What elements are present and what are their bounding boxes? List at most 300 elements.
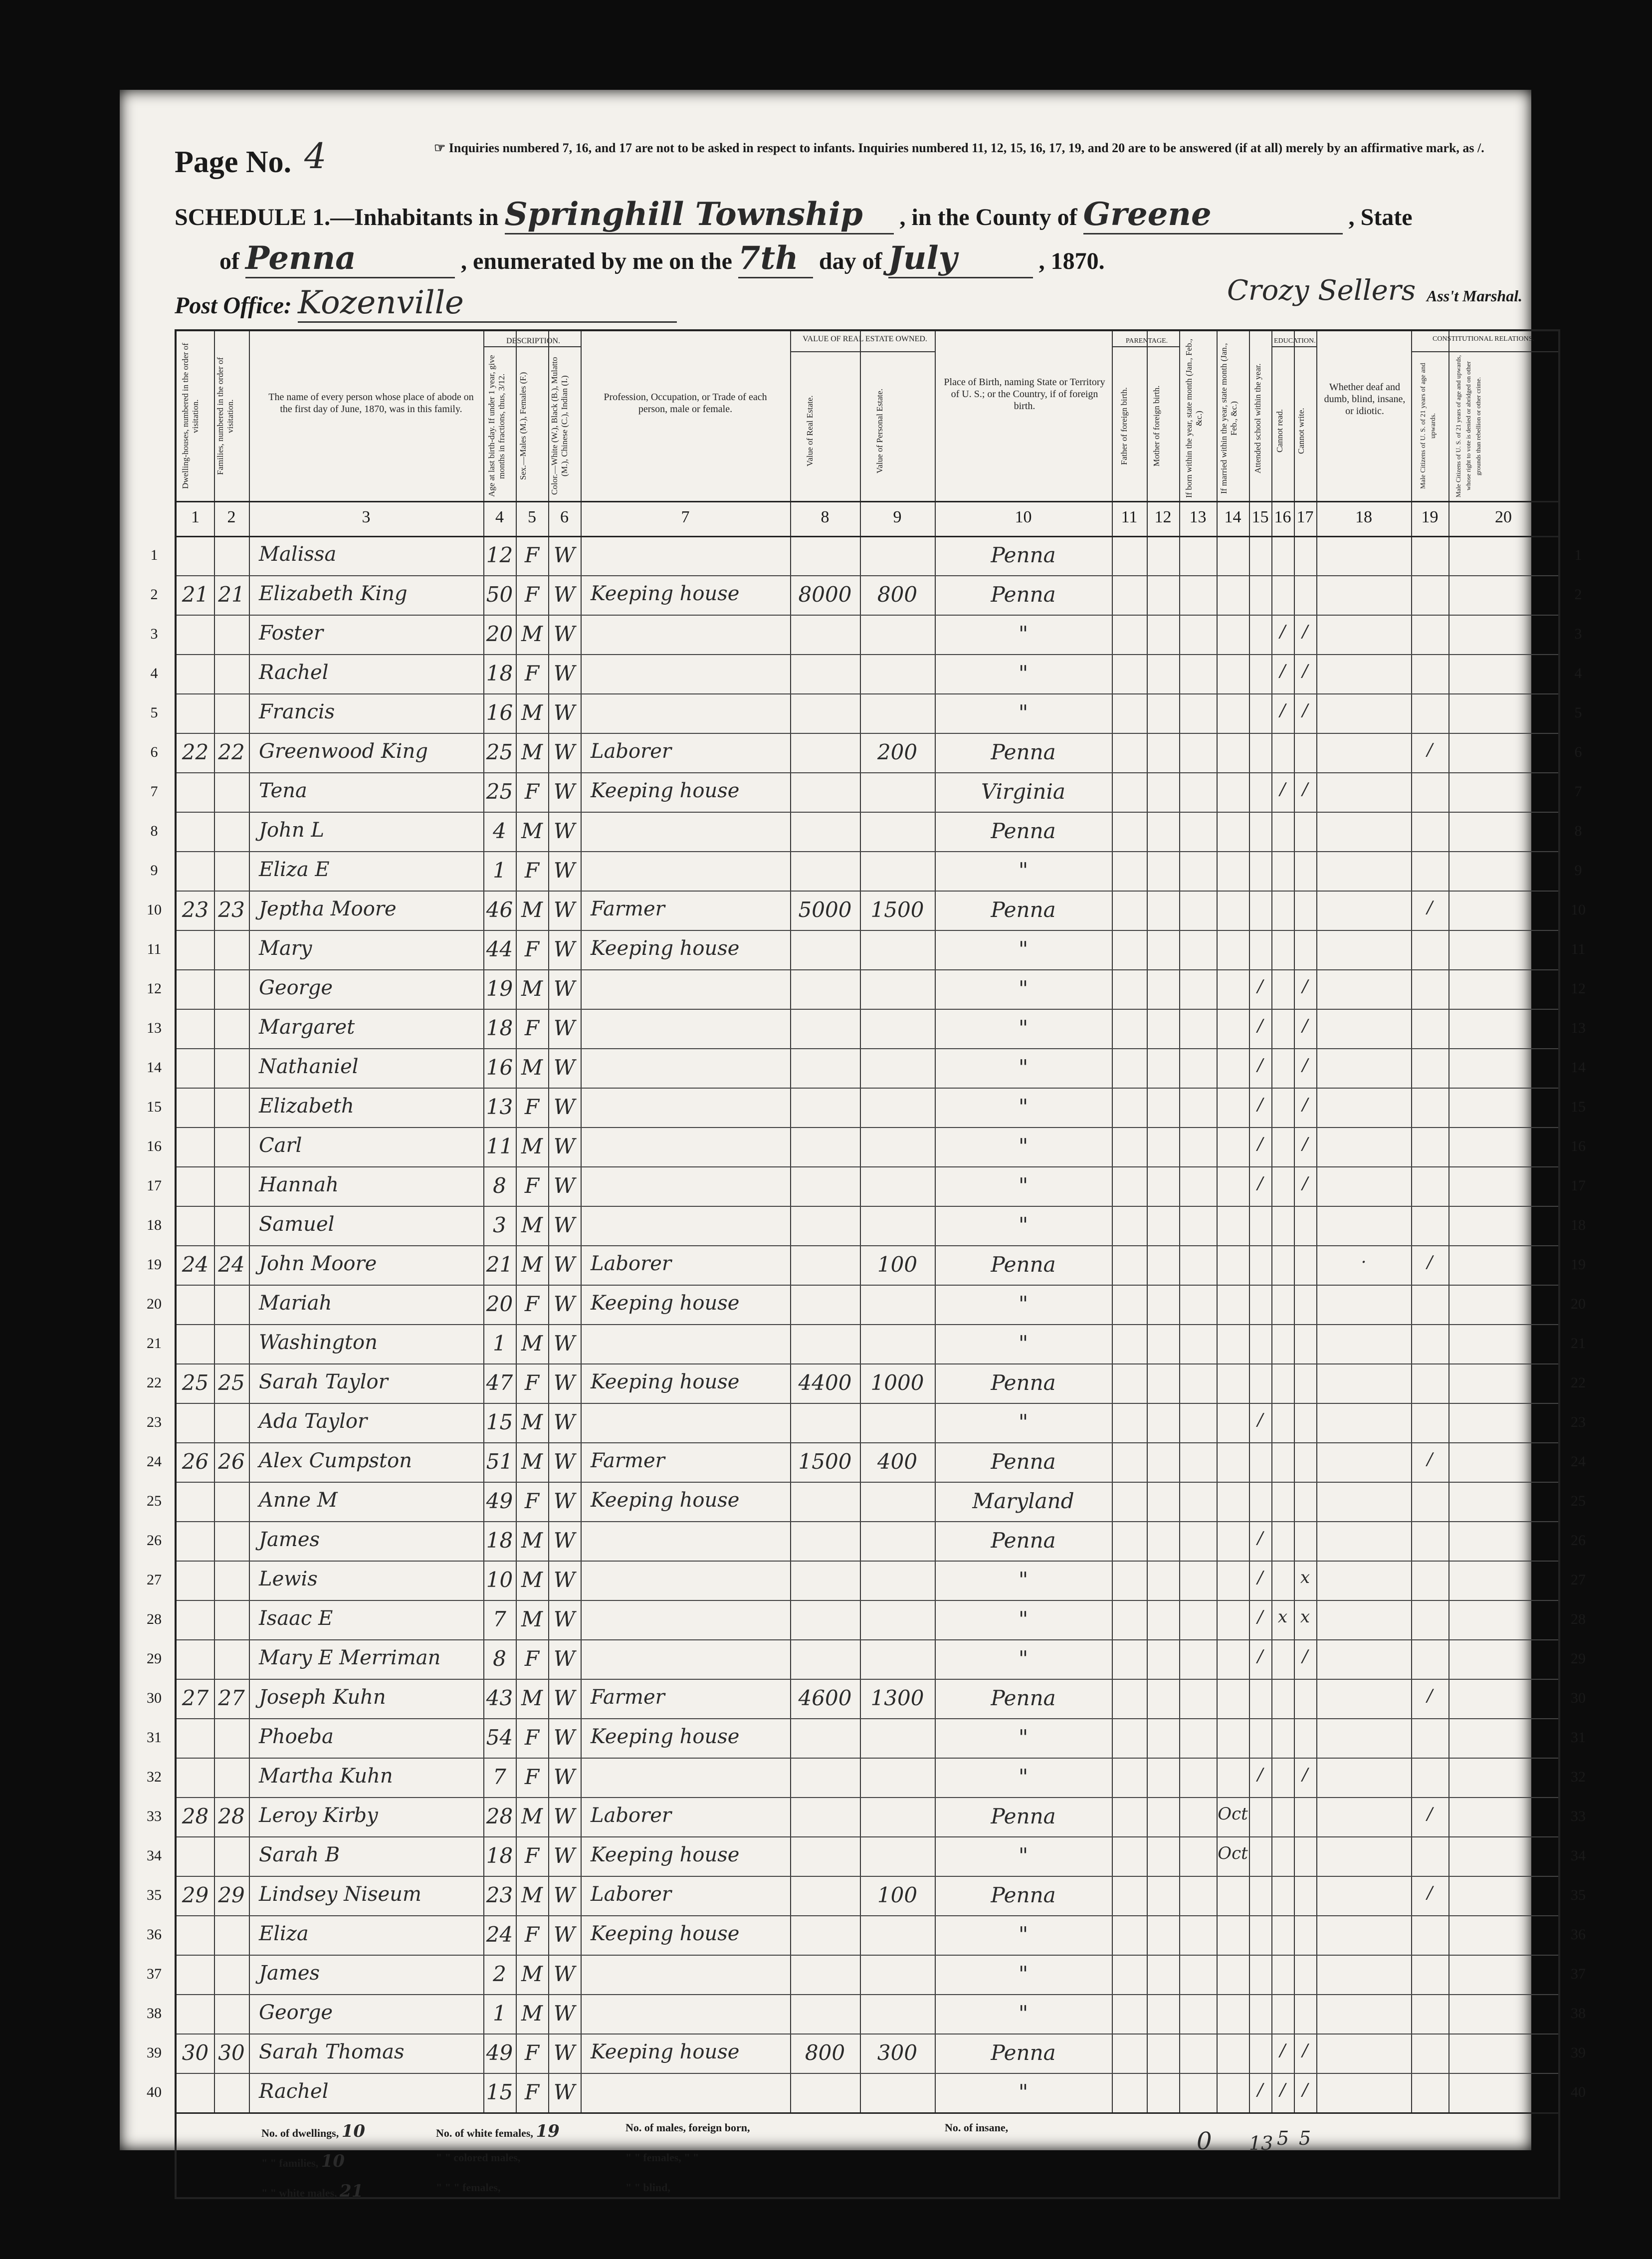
row-number-right: 35 <box>1571 1887 1586 1903</box>
cell-occ: Farmer <box>591 1449 665 1472</box>
cell-name: Martha Kuhn <box>259 1765 393 1788</box>
group-rule <box>1271 346 1316 347</box>
cell-c18: · <box>1361 1252 1367 1272</box>
footer-families <box>261 2151 345 2171</box>
cell-occ: Keeping house <box>591 1843 740 1866</box>
cell-color: W <box>553 740 576 764</box>
footer-colored-males-label: " " colored males, <box>436 2151 521 2164</box>
col-header-14: If married within the year, state month (Jan., Feb., &c.) <box>1219 343 1239 494</box>
cell-birth: Penna <box>991 1528 1056 1553</box>
cell-color: W <box>553 1331 576 1355</box>
cell-c15: / <box>1257 1646 1263 1666</box>
row-number-right: 3 <box>1574 626 1582 642</box>
row-number-left: 30 <box>147 1690 162 1706</box>
cell-color: W <box>553 622 576 646</box>
cell-pe: 300 <box>877 2040 918 2065</box>
cell-birth: " <box>1018 1331 1029 1355</box>
cell-color: W <box>553 1095 576 1119</box>
month-value: July <box>888 239 1033 278</box>
row-rule <box>177 1561 1558 1562</box>
cell-c15: / <box>1257 1134 1263 1154</box>
col-header-5: Sex.—Males (M.), Females (F.) <box>518 372 528 480</box>
cell-c16: / <box>1279 2080 1286 2100</box>
cell-age: 19 <box>486 976 513 1001</box>
cell-name: Eliza <box>259 1922 309 1945</box>
cell-age: 25 <box>486 779 513 804</box>
row-rule <box>177 1876 1558 1877</box>
footer-white-males <box>261 2181 363 2201</box>
cell-birth: Maryland <box>972 1489 1074 1513</box>
day-value: 7th <box>738 239 813 278</box>
cell-color: W <box>553 898 576 922</box>
row-number-right: 13 <box>1571 1020 1586 1036</box>
col-header-19: Male Citizens of U. S. of 21 years of age and upwards. <box>1420 363 1437 489</box>
row-rule <box>177 1009 1558 1010</box>
row-number-left: 10 <box>147 902 162 918</box>
row-number-left: 8 <box>150 823 158 839</box>
cell-birth: " <box>1018 1962 1029 1986</box>
page-number-label: Page No. <box>175 145 292 179</box>
marshal-label: Ass't Marshal. <box>1427 287 1523 305</box>
cell-age: 13 <box>486 1095 513 1119</box>
cell-age: 49 <box>486 1489 513 1513</box>
cell-sex: F <box>524 1095 540 1119</box>
cell-age: 20 <box>486 1292 513 1316</box>
cell-color: W <box>553 1725 576 1750</box>
cell-name: Washington <box>259 1331 378 1354</box>
column-number-18: 18 <box>1355 508 1372 526</box>
cell-name: George <box>259 976 333 999</box>
cell-c17: / <box>1302 1095 1308 1115</box>
row-number-left: 40 <box>147 2084 162 2100</box>
row-rule <box>177 1088 1558 1089</box>
footer-dwellings <box>261 2121 365 2141</box>
cell-color: W <box>553 819 576 843</box>
cell-name: Eliza E <box>259 858 330 881</box>
column-rule <box>1271 331 1272 2112</box>
cell-name: Carl <box>259 1134 302 1157</box>
row-number-left: 3 <box>150 626 158 642</box>
cell-occ: Keeping house <box>591 937 740 960</box>
column-rule <box>214 331 215 2112</box>
row-number-right: 8 <box>1574 823 1582 839</box>
cell-c15: / <box>1257 1765 1263 1785</box>
cell-birth: " <box>1018 1292 1029 1316</box>
row-number-right: 26 <box>1571 1532 1586 1549</box>
enumerated-label: , enumerated by me on the <box>460 248 732 274</box>
row-number-left: 4 <box>150 665 158 681</box>
cell-birth: " <box>1018 1410 1029 1434</box>
cell-dw: 29 <box>182 1883 209 1907</box>
cell-sex: M <box>521 1410 543 1434</box>
cell-name: Francis <box>259 700 335 723</box>
cell-c15: / <box>1257 1528 1263 1548</box>
cell-dw: 24 <box>182 1252 209 1277</box>
cell-occ: Keeping house <box>591 1489 740 1512</box>
cell-birth: Penna <box>991 740 1056 764</box>
cell-c16: x <box>1277 1607 1288 1627</box>
census-table <box>147 329 1586 2201</box>
parentage-group-header: PARENTAGE. <box>1125 337 1168 345</box>
cell-occ: Laborer <box>591 1252 672 1275</box>
cell-name: Foster <box>259 622 324 645</box>
footer-white-females <box>436 2121 560 2141</box>
cell-birth: " <box>1018 1016 1029 1040</box>
cell-fam: 23 <box>218 898 245 922</box>
cell-color: W <box>553 1607 576 1631</box>
cell-sex: M <box>521 1962 543 1986</box>
row-number-left: 27 <box>147 1572 162 1588</box>
row-number-left: 32 <box>147 1769 162 1785</box>
cell-age: 8 <box>493 1173 506 1198</box>
cell-name: Greenwood King <box>259 740 428 763</box>
cell-pe: 200 <box>877 740 918 764</box>
column-number-13: 13 <box>1189 508 1207 526</box>
cell-sex: M <box>521 2001 543 2026</box>
row-number-left: 5 <box>150 704 158 721</box>
row-rule <box>177 1758 1558 1759</box>
group-rule <box>790 351 935 352</box>
row-number-right: 30 <box>1571 1690 1586 1706</box>
row-number-right: 23 <box>1571 1414 1586 1430</box>
cell-color: W <box>553 1410 576 1434</box>
cell-name: Lewis <box>259 1568 318 1590</box>
cell-age: 47 <box>486 1370 513 1395</box>
cell-name: Isaac E <box>259 1607 333 1630</box>
value-group-header: VALUE OF REAL ESTATE OWNED. <box>803 335 927 343</box>
row-number-left: 11 <box>147 941 162 957</box>
cell-birth: " <box>1018 1646 1029 1671</box>
cell-sex: F <box>524 1646 540 1671</box>
cell-c15: / <box>1257 1095 1263 1115</box>
row-number-right: 6 <box>1574 744 1582 760</box>
cell-sex: F <box>524 1489 540 1513</box>
cell-birth: " <box>1018 1725 1029 1750</box>
cell-age: 7 <box>493 1765 506 1789</box>
cell-color: W <box>553 1843 576 1868</box>
row-rule <box>177 2112 1558 2114</box>
schedule-line <box>175 196 1413 234</box>
row-number-right: 37 <box>1571 1966 1586 1982</box>
cell-c15: / <box>1257 1016 1263 1036</box>
row-number-left: 1 <box>150 547 158 563</box>
column-rule <box>483 331 484 2112</box>
footer-white-males-label: " " white males, <box>261 2187 337 2199</box>
cell-c17: / <box>1302 1016 1308 1036</box>
cell-name: Elizabeth King <box>259 582 408 605</box>
cell-color: W <box>553 937 576 961</box>
cell-age: 18 <box>486 1528 513 1553</box>
col-header-3: The name of every person whose place of abode on the first day of June, 1870, was in this family. <box>268 392 474 415</box>
day-of-label: day of <box>819 248 882 274</box>
cell-name: Sarah B <box>259 1843 340 1866</box>
cell-sex: F <box>524 779 540 804</box>
cell-sex: M <box>521 1134 543 1158</box>
cell-color: W <box>553 582 576 607</box>
cell-name: Leroy Kirby <box>259 1804 378 1827</box>
cell-sex: F <box>524 858 540 883</box>
state-label: , State <box>1348 204 1413 230</box>
cell-color: W <box>553 1213 576 1237</box>
row-number-right: 9 <box>1574 862 1582 879</box>
row-rule <box>177 1915 1558 1916</box>
row-number-right: 12 <box>1571 980 1586 997</box>
column-rule <box>1217 331 1218 2112</box>
cell-name: Rachel <box>259 661 329 684</box>
cell-sex: M <box>521 1331 543 1355</box>
cell-birth: " <box>1018 1568 1029 1592</box>
column-rule <box>249 331 250 2112</box>
column-number-7: 7 <box>681 508 690 526</box>
cell-sex: F <box>524 2040 540 2065</box>
row-number-right: 24 <box>1571 1453 1586 1470</box>
cell-color: W <box>553 1962 576 1986</box>
row-number-right: 10 <box>1571 902 1586 918</box>
cell-color: W <box>553 1883 576 1907</box>
cell-color: W <box>553 1489 576 1513</box>
row-number-left: 17 <box>147 1177 162 1194</box>
column-rule <box>1249 331 1250 2112</box>
cell-birth: Penna <box>991 1252 1056 1277</box>
cell-birth: " <box>1018 1213 1029 1237</box>
cell-birth: Penna <box>991 1370 1056 1395</box>
cell-sex: M <box>521 1686 543 1710</box>
cell-occ: Keeping house <box>591 582 740 605</box>
column-number-1: 1 <box>191 508 200 526</box>
column-number-19: 19 <box>1421 508 1439 526</box>
cell-sex: M <box>521 1568 543 1592</box>
cell-c19: / <box>1427 740 1433 760</box>
cell-sex: M <box>521 1213 543 1237</box>
cell-color: W <box>553 1173 576 1198</box>
row-rule <box>177 1206 1558 1207</box>
cell-re: 5000 <box>798 898 852 922</box>
cell-c16: / <box>1279 2040 1286 2060</box>
census-sheet <box>120 90 1586 2201</box>
cell-fam: 25 <box>218 1370 245 1395</box>
cell-name: Hannah <box>259 1173 339 1196</box>
row-number-left: 39 <box>147 2044 162 2061</box>
cell-sex: M <box>521 819 543 843</box>
cell-pe: 1500 <box>870 898 924 922</box>
row-number-left: 31 <box>147 1729 162 1746</box>
cell-occ: Keeping house <box>591 779 740 802</box>
col-header-10: Place of Birth, naming State or Territory of U. S.; or the Country, if of foreign birth. <box>944 377 1105 412</box>
row-number-left: 28 <box>147 1611 162 1627</box>
row-number-left: 21 <box>147 1335 162 1352</box>
row-number-left: 18 <box>147 1217 162 1233</box>
cell-color: W <box>553 1252 576 1277</box>
cell-sex: F <box>524 1922 540 1947</box>
footer-insane-label: No. of insane, <box>945 2121 1009 2134</box>
cell-fam: 26 <box>218 1449 245 1474</box>
cell-age: 28 <box>486 1804 513 1828</box>
row-number-right: 32 <box>1571 1769 1586 1785</box>
cell-c15: / <box>1257 1173 1263 1193</box>
cell-c16: / <box>1279 622 1286 642</box>
cell-age: 18 <box>486 1843 513 1868</box>
cell-color: W <box>553 779 576 804</box>
row-number-left: 9 <box>150 862 158 879</box>
column-number-9: 9 <box>893 508 902 526</box>
cell-age: 1 <box>493 858 506 883</box>
row-rule <box>177 615 1558 616</box>
col-header-16: Cannot read. <box>1275 409 1284 453</box>
cell-pe: 1300 <box>870 1686 924 1710</box>
footer-blind-label: " " blind, <box>625 2181 670 2194</box>
column-number-12: 12 <box>1154 508 1172 526</box>
row-rule <box>177 1836 1558 1837</box>
cell-sex: M <box>521 740 543 764</box>
cell-birth: " <box>1018 622 1029 646</box>
cell-c15: / <box>1257 1607 1263 1627</box>
row-number-right: 27 <box>1571 1572 1586 1588</box>
cell-age: 15 <box>486 1410 513 1434</box>
row-number-right: 17 <box>1571 1177 1586 1194</box>
row-number-left: 38 <box>147 2005 162 2022</box>
group-rule <box>1411 351 1558 352</box>
cell-birth: " <box>1018 661 1029 685</box>
cell-sex: F <box>524 1173 540 1198</box>
cell-c17: / <box>1302 700 1308 720</box>
cell-c15: / <box>1257 2080 1263 2100</box>
cell-birth: Penna <box>991 1686 1056 1710</box>
cell-color: W <box>553 1646 576 1671</box>
row-number-left: 6 <box>150 744 158 760</box>
row-number-left: 20 <box>147 1296 162 1312</box>
row-rule <box>177 1403 1558 1404</box>
column-rule <box>790 331 791 2112</box>
footer-males-foreign-label: No. of males, foreign born, <box>625 2121 750 2134</box>
cell-occ: Farmer <box>591 898 665 920</box>
row-rule <box>177 1127 1558 1128</box>
post-office-value: Kozenville <box>298 284 677 323</box>
cell-age: 20 <box>486 622 513 646</box>
row-rule <box>177 1048 1558 1049</box>
row-rule <box>177 1324 1558 1325</box>
cell-pe: 400 <box>877 1449 918 1474</box>
cell-birth: " <box>1018 2080 1029 2104</box>
cell-age: 21 <box>486 1252 513 1277</box>
cell-c19: / <box>1427 1804 1433 1824</box>
cell-name: Tena <box>259 779 307 802</box>
cell-name: Malissa <box>259 543 337 566</box>
cell-fam: 28 <box>218 1804 245 1828</box>
cell-c17: / <box>1302 1134 1308 1154</box>
cell-birth: " <box>1018 1134 1029 1158</box>
cell-c14: Oct <box>1218 1804 1248 1824</box>
county-label: , in the County of <box>899 204 1077 230</box>
column-number-2: 2 <box>227 508 236 526</box>
cell-age: 44 <box>486 937 513 961</box>
column-number-4: 4 <box>495 508 504 526</box>
col-header-2: Families, numbered in the order of visitation. <box>215 357 235 475</box>
cell-name: Mariah <box>259 1292 332 1315</box>
cell-sex: F <box>524 582 540 607</box>
cell-color: W <box>553 2001 576 2026</box>
cell-birth: Penna <box>991 1804 1056 1828</box>
cell-sex: F <box>524 937 540 961</box>
cell-age: 3 <box>493 1213 506 1237</box>
col-header-11: Father of foreign birth. <box>1119 387 1129 465</box>
row-number-left: 37 <box>147 1966 162 1982</box>
row-rule <box>177 575 1558 576</box>
footer-females-label: " " females, " " <box>625 2151 699 2164</box>
row-number-left: 22 <box>147 1374 162 1391</box>
cell-color: W <box>553 976 576 1001</box>
row-number-left: 25 <box>147 1493 162 1509</box>
cell-age: 49 <box>486 2040 513 2065</box>
footer-insane <box>945 2121 1008 2134</box>
cell-dw: 27 <box>182 1686 209 1710</box>
row-number-left: 35 <box>147 1887 162 1903</box>
row-number-right: 15 <box>1571 1099 1586 1115</box>
column-rule <box>548 331 549 2112</box>
cell-c17: / <box>1302 976 1308 996</box>
cell-fam: 29 <box>218 1883 245 1907</box>
cell-fam: 27 <box>218 1686 245 1710</box>
cell-color: W <box>553 1922 576 1947</box>
cell-fam: 30 <box>218 2040 245 2065</box>
row-number-right: 11 <box>1571 941 1586 957</box>
cell-birth: Penna <box>991 2040 1056 2065</box>
col-header-12: Mother of foreign birth. <box>1152 385 1161 467</box>
row-rule <box>177 1955 1558 1956</box>
cell-color: W <box>553 700 576 725</box>
column-number-3: 3 <box>362 508 371 526</box>
row-rule <box>177 1245 1558 1246</box>
footer-tally-col15: 13 <box>1249 2132 1273 2154</box>
row-number-right: 14 <box>1571 1059 1586 1076</box>
row-rule <box>177 772 1558 773</box>
col-header-8: Value of Real Estate. <box>805 395 815 467</box>
cell-re: 4400 <box>798 1370 852 1395</box>
row-number-left: 19 <box>147 1256 162 1273</box>
post-office-label: Post Office: <box>175 292 292 319</box>
cell-age: 11 <box>486 1134 513 1158</box>
col-header-7: Profession, Occupation, or Trade of each person, male or female. <box>604 392 767 415</box>
cell-age: 10 <box>486 1568 513 1592</box>
row-rule <box>177 969 1558 970</box>
row-number-left: 36 <box>147 1926 162 1943</box>
row-rule <box>177 812 1558 813</box>
column-number-10: 10 <box>1015 508 1032 526</box>
cell-pe: 1000 <box>870 1370 924 1395</box>
row-rule <box>177 1718 1558 1719</box>
column-rule <box>1448 331 1449 2112</box>
row-number-right: 2 <box>1574 586 1582 603</box>
cell-c15: / <box>1257 1055 1263 1075</box>
row-rule <box>177 891 1558 892</box>
cell-age: 7 <box>493 1607 506 1631</box>
row-number-right: 20 <box>1571 1296 1586 1312</box>
cell-color: W <box>553 1528 576 1553</box>
col-header-4: Age at last birth-day. If under 1 year, give months in fractions, thus, 3/12. <box>487 355 506 497</box>
row-number-left: 14 <box>147 1059 162 1076</box>
cell-c19: / <box>1427 898 1433 917</box>
column-rule <box>1316 331 1317 2112</box>
cell-sex: F <box>524 2080 540 2104</box>
cell-name: Joseph Kuhn <box>259 1686 386 1709</box>
row-rule <box>177 930 1558 931</box>
cell-c16: / <box>1279 661 1286 681</box>
column-rule <box>1179 331 1180 2112</box>
marshal-signature: Crozy Sellers <box>1227 274 1416 307</box>
cell-age: 16 <box>486 1055 513 1080</box>
row-rule <box>177 1600 1558 1601</box>
township-value: Springhill Township <box>505 196 894 234</box>
cell-birth: " <box>1018 1922 1029 1947</box>
